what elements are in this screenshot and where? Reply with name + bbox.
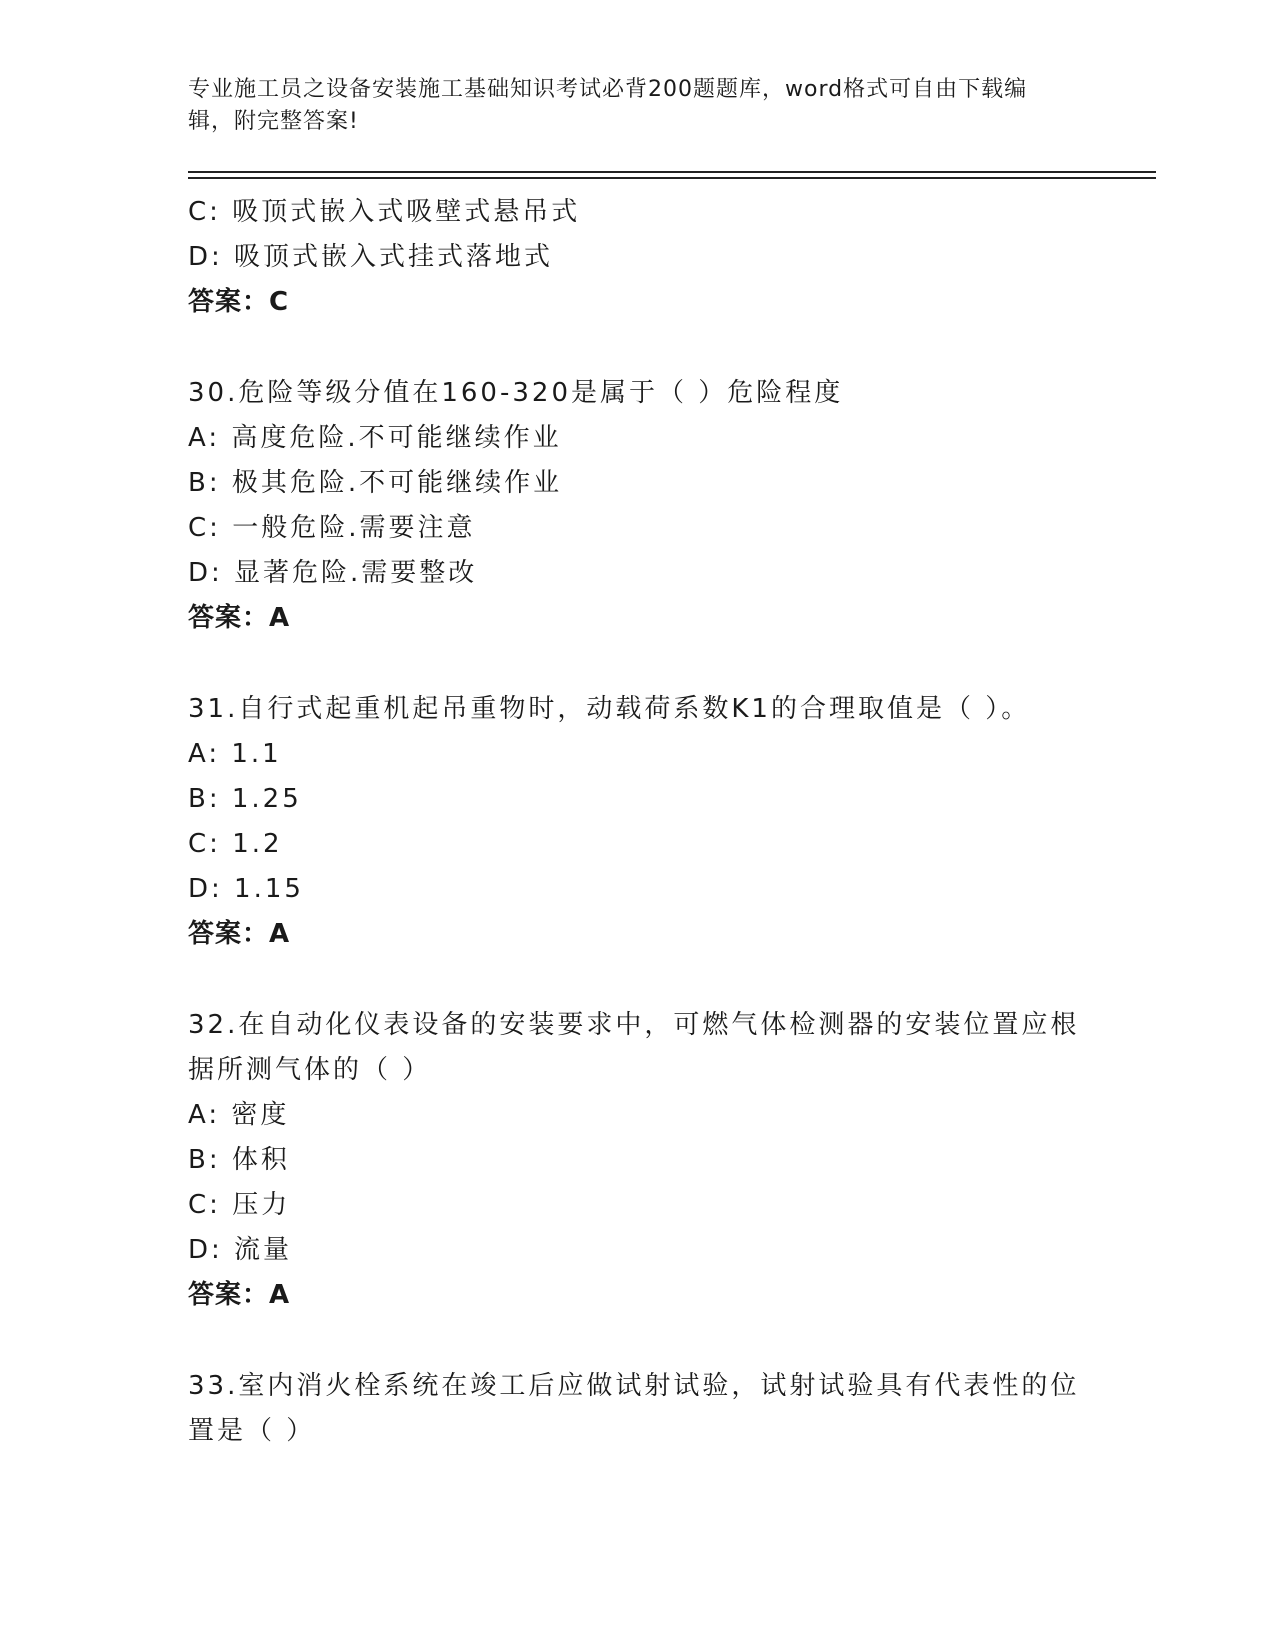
option-c: C: 压力 <box>188 1190 291 1220</box>
question-list <box>188 190 1108 1454</box>
question-31 <box>188 687 1108 957</box>
question-stem: 30.危险等级分值在160-320是属于（ ）危险程度 <box>188 378 844 408</box>
option-b: B: 体积 <box>188 1145 290 1175</box>
option-d: D: 显著危险.需要整改 <box>188 558 478 588</box>
option-c: C: 1.2 <box>188 829 283 859</box>
option-b: B: 极其危险.不可能继续作业 <box>188 468 563 498</box>
answer-line: 答案：A <box>188 603 291 633</box>
option-d: D: 流量 <box>188 1235 293 1265</box>
question-stem: 33.室内消火栓系统在竣工后应做试射试验，试射试验具有代表性的位置是（ ） <box>188 1371 1080 1446</box>
answer-line: 答案：A <box>188 919 291 949</box>
question-32 <box>188 1003 1108 1318</box>
option-d: D: 吸顶式嵌入式挂式落地式 <box>188 242 554 272</box>
question-stem: 32.在自动化仪表设备的安装要求中，可燃气体检测器的安装位置应根据所测气体的（ ） <box>188 1010 1080 1085</box>
question-fragment <box>188 190 1108 325</box>
option-c: C: 吸顶式嵌入式吸壁式悬吊式 <box>188 197 581 227</box>
answer-line: 答案：C <box>188 287 290 317</box>
option-a: A: 1.1 <box>188 739 282 769</box>
question-stem: 31.自行式起重机起吊重物时，动载荷系数K1的合理取值是（ ）。 <box>188 694 1031 724</box>
question-33 <box>188 1364 1108 1454</box>
option-a: A: 高度危险.不可能继续作业 <box>188 423 562 453</box>
question-30 <box>188 371 1108 641</box>
header-rule-bottom <box>188 177 1156 179</box>
option-b: B: 1.25 <box>188 784 302 814</box>
header-rule-top <box>188 171 1156 173</box>
document-header: 专业施工员之设备安装施工基础知识考试必背200题题库，word格式可自由下载编辑，附完整答案! <box>188 77 1028 134</box>
option-c: C: 一般危险.需要注意 <box>188 513 476 543</box>
option-d: D: 1.15 <box>188 874 304 904</box>
option-a: A: 密度 <box>188 1100 290 1130</box>
answer-line: 答案：A <box>188 1280 291 1310</box>
